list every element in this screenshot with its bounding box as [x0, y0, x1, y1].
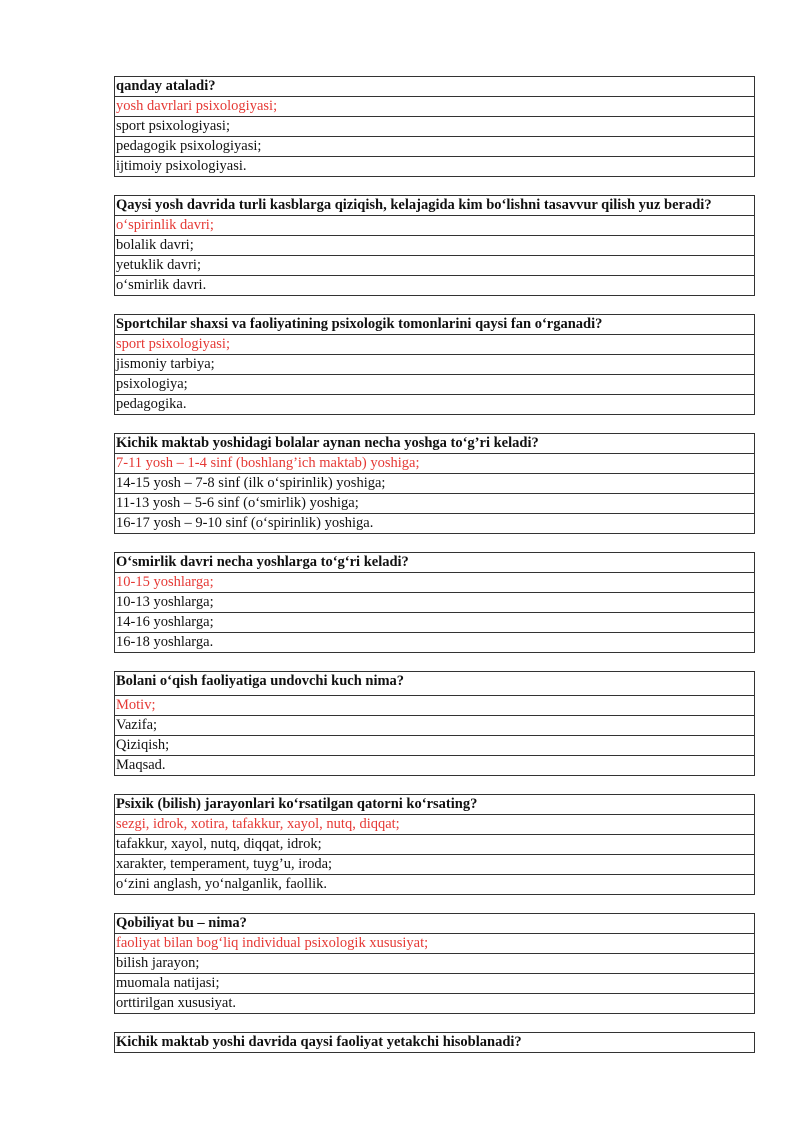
- answer-option: Qiziqish;: [115, 736, 755, 756]
- question-block: [114, 552, 755, 653]
- question-block: [114, 314, 755, 415]
- answer-option: 11-13 yosh – 5-6 sinf (o‘smirlik) yoshiga;: [115, 494, 755, 514]
- question-text: Psixik (bilish) jarayonlari ko‘rsatilgan qatorni ko‘rsating?: [115, 795, 755, 815]
- answer-option: yetuklik davri;: [115, 256, 755, 276]
- question-block: [114, 76, 755, 177]
- question-text: Kichik maktab yoshidagi bolalar aynan necha yoshga to‘g’ri keladi?: [115, 434, 755, 454]
- answer-option: o‘smirlik davri.: [115, 276, 755, 296]
- question-text: Bolani o‘qish faoliyatiga undovchi kuch nima?: [115, 672, 755, 696]
- correct-answer: Motiv;: [115, 696, 755, 716]
- question-text: Qobiliyat bu – nima?: [115, 914, 755, 934]
- answer-option: bilish jarayon;: [115, 954, 755, 974]
- answer-option: 14-15 yosh – 7-8 sinf (ilk o‘spirinlik) yoshiga;: [115, 474, 755, 494]
- question-text: qanday ataladi?: [115, 77, 755, 97]
- question-text: Sportchilar shaxsi va faoliyatining psixologik tomonlarini qaysi fan o‘rganadi?: [115, 315, 755, 335]
- answer-option: tafakkur, xayol, nutq, diqqat, idrok;: [115, 835, 755, 855]
- answer-option: pedagogika.: [115, 395, 755, 415]
- answer-option: jismoniy tarbiya;: [115, 355, 755, 375]
- question-block: [114, 913, 755, 1014]
- answer-option: bolalik davri;: [115, 236, 755, 256]
- answer-option: Vazifa;: [115, 716, 755, 736]
- answer-option: orttirilgan xususiyat.: [115, 994, 755, 1014]
- answer-option: 16-17 yosh – 9-10 sinf (o‘spirinlik) yoshiga.: [115, 514, 755, 534]
- answer-option: sport psixologiyasi;: [115, 117, 755, 137]
- correct-answer: sport psixologiyasi;: [115, 335, 755, 355]
- answer-option: psixologiya;: [115, 375, 755, 395]
- correct-answer: yosh davrlari psixologiyasi;: [115, 97, 755, 117]
- correct-answer: sezgi, idrok, xotira, tafakkur, xayol, nutq, diqqat;: [115, 815, 755, 835]
- quiz-document: [114, 76, 755, 1053]
- question-block: [114, 1032, 755, 1053]
- question-block: [114, 433, 755, 534]
- question-block: [114, 794, 755, 895]
- answer-option: o‘zini anglash, yo‘nalganlik, faollik.: [115, 875, 755, 895]
- answer-option: xarakter, temperament, tuyg’u, iroda;: [115, 855, 755, 875]
- correct-answer: 10-15 yoshlarga;: [115, 573, 755, 593]
- correct-answer: 7-11 yosh – 1-4 sinf (boshlang’ich maktab) yoshiga;: [115, 454, 755, 474]
- answer-option: ijtimoiy psixologiyasi.: [115, 157, 755, 177]
- answer-option: 16-18 yoshlarga.: [115, 633, 755, 653]
- answer-option: 10-13 yoshlarga;: [115, 593, 755, 613]
- answer-option: Maqsad.: [115, 756, 755, 776]
- question-text: Qaysi yosh davrida turli kasblarga qiziqish, kelajagida kim bo‘lishni tasavvur qilish yuz beradi?: [115, 196, 755, 216]
- question-block: [114, 671, 755, 776]
- correct-answer: faoliyat bilan bog‘liq individual psixologik xususiyat;: [115, 934, 755, 954]
- answer-option: 14-16 yoshlarga;: [115, 613, 755, 633]
- question-text: Kichik maktab yoshi davrida qaysi faoliyat yetakchi hisoblanadi?: [115, 1033, 755, 1053]
- correct-answer: o‘spirinlik davri;: [115, 216, 755, 236]
- question-text: O‘smirlik davri necha yoshlarga to‘g‘ri keladi?: [115, 553, 755, 573]
- question-block: [114, 195, 755, 296]
- answer-option: muomala natijasi;: [115, 974, 755, 994]
- answer-option: pedagogik psixologiyasi;: [115, 137, 755, 157]
